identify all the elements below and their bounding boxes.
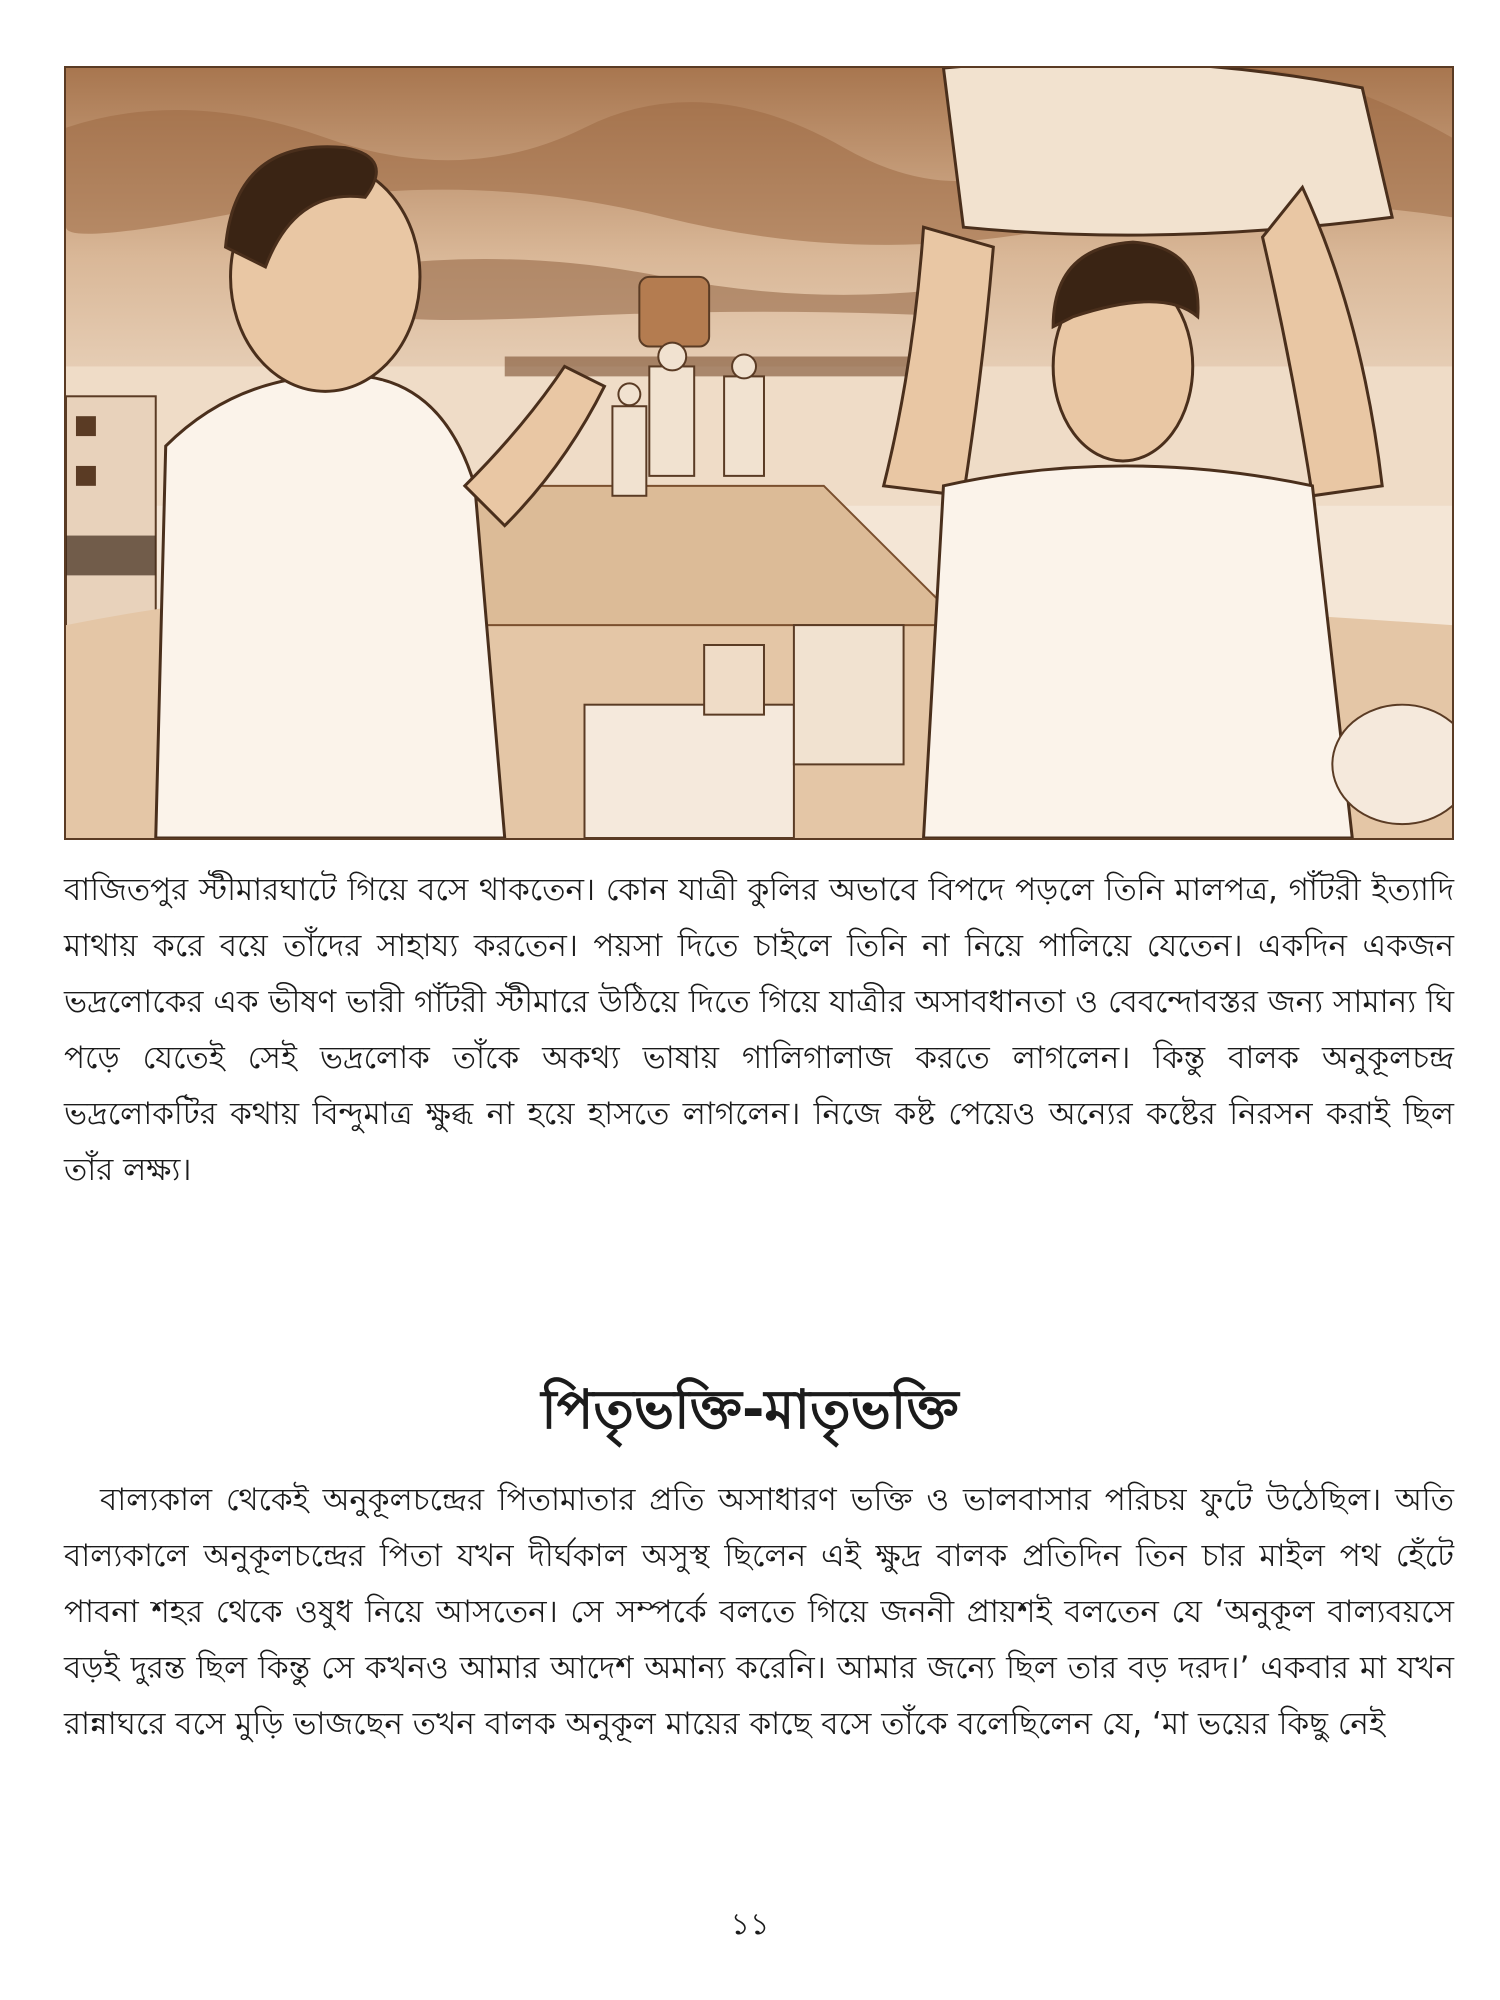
page-number: ১১: [730, 1907, 770, 1942]
riverbank-steamer-ghat-illustration-icon: [66, 68, 1452, 838]
body-paragraph-2: বাল্যকাল থেকেই অনুকূলচন্দ্রের পিতামাতার প্রতি অসাধারণ ভক্তি ও ভালবাসার পরিচয় ফুটে উঠেছিল। অতি বাল্যকালে অনুকূলচন্দ্রের পিতা যখন দীর্ঘকাল অসুস্থ ছিলেন এই ক্ষুদ্র বালক প্রতিদিন তিন চার মাইল পথ হেঁটে পাবনা শহর থেকে ওষুধ নিয়ে আসতেন। সে সম্পর্কে বলতে গিয়ে জননী প্রায়শই বলতেন যে ‘অনুকূল বাল্যবয়সে বড়ই দুরন্ত ছিল কিন্তু সে কখনও আমার আদেশ অমান্য করেনি। আমার জন্যে ছিল তার বড় দরদ।’ একবার মা যখন রান্নাঘরে বসে মুড়ি ভাজছেন তখন বালক অনুকূল মায়ের কাছে বসে তাঁকে বলেছিলেন যে, ‘মা ভয়ের কিছু নেই: [64, 1482, 1454, 1742]
illustration: [64, 66, 1454, 840]
body-paragraph-1: বাজিতপুর স্টীমারঘাটে গিয়ে বসে থাকতেন। কোন যাত্রী কুলির অভাবে বিপদে পড়লে তিনি মালপত্র, গাঁটরী ইত্যাদি মাথায় করে বয়ে তাঁদের সাহায্য করতেন। পয়সা দিতে চাইলে তিনি না নিয়ে পালিয়ে যেতেন। একদিন একজন ভদ্রলোকের এক ভীষণ ভারী গাঁটরী স্টীমারে উঠিয়ে দিতে গিয়ে যাত্রীর অসাবধানতা ও বেবন্দোবস্তর জন্য সামান্য ঘি পড়ে যেতেই সেই ভদ্রলোক তাঁকে অকথ্য ভাষায় গালিগালাজ করতে লাগলেন। কিন্তু বালক অনুকূলচন্দ্র ভদ্রলোকটির কথায় বিন্দুমাত্র ক্ষুব্ধ না হয়ে হাসতে লাগলেন। নিজে কষ্ট পেয়েও অন্যের কষ্টের নিরসন করাই ছিল তাঁর লক্ষ্য।: [64, 872, 1454, 1188]
section-heading: পিতৃভক্তি-মাতৃভক্তি: [541, 1378, 959, 1441]
